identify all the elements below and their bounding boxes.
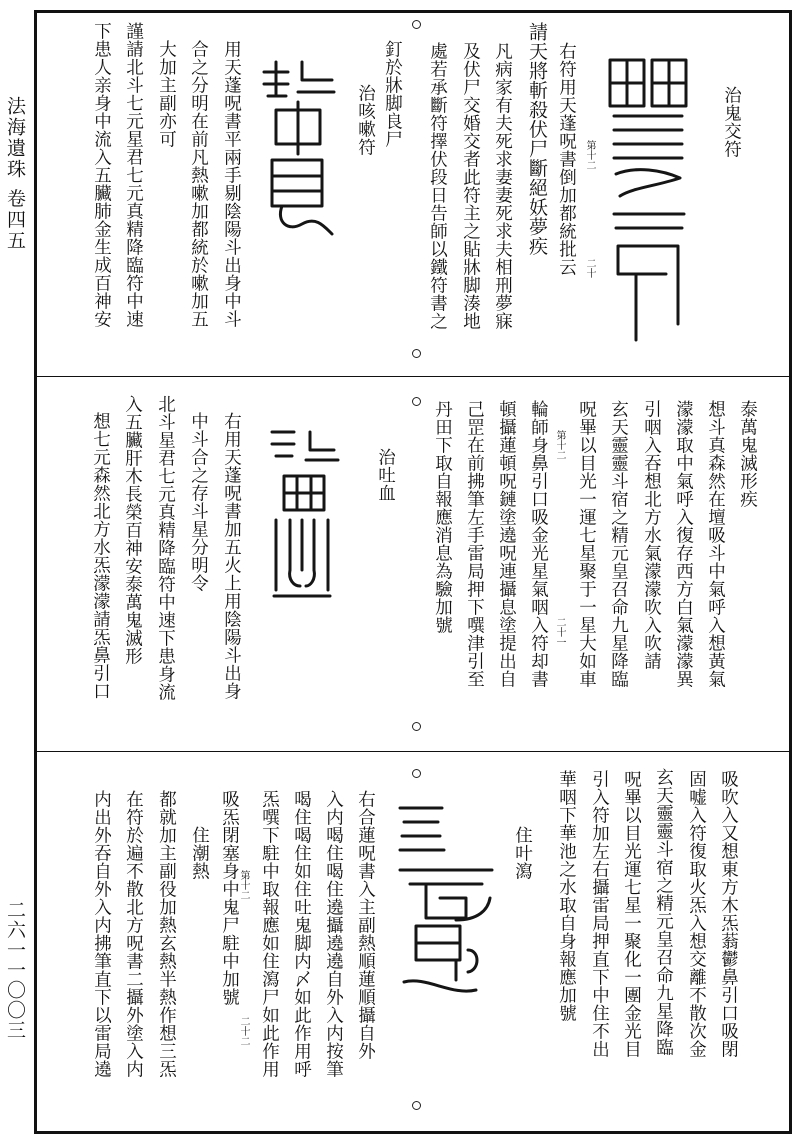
text-column: 輪師身鼻引口吸金光星氣咽入符却書 bbox=[528, 400, 549, 688]
text-column: 濛濛取中氣呼入復存西方白氣濛濛異 bbox=[673, 400, 694, 688]
section-number: 第十二 bbox=[238, 870, 249, 900]
binding-hole bbox=[412, 349, 421, 358]
text-column: 右合蓮呪書入主副熱順蓮順攝自外 bbox=[355, 790, 376, 1060]
book-title: 法海遺珠 卷四五 bbox=[4, 96, 26, 252]
text-column: 炁噀下駐中取報應如住瀉尸如此作用 bbox=[259, 790, 280, 1078]
heading-ghost-talisman: 治鬼交符 bbox=[721, 86, 742, 158]
text-column: 想斗真森然在壇吸斗中氣呼入想黃氣 bbox=[705, 400, 726, 688]
section-number: 第十二 bbox=[554, 430, 565, 460]
binding-hole bbox=[412, 20, 421, 29]
text-column: 玄天靈靈斗宿之精元皇召命九星降臨 bbox=[653, 768, 674, 1056]
text-column: 己罡在前拂筆左手雷局押下噀津引至 bbox=[464, 400, 485, 688]
binding-hole bbox=[412, 1101, 421, 1110]
ghost-talisman-image bbox=[606, 54, 690, 344]
text-column: 凡病家有夫死求妻妻死求夫相刑夢寐 bbox=[492, 42, 513, 330]
text-column: 在符於遍不散北方呪書二攝外塗入内 bbox=[123, 790, 144, 1078]
text-column: 釘於牀脚良尸 bbox=[382, 40, 403, 148]
cough-talisman-image bbox=[258, 56, 338, 236]
binding-hole bbox=[412, 722, 421, 731]
diarrhea-talisman-image bbox=[396, 800, 496, 1010]
binding-hole bbox=[412, 769, 421, 778]
heading-stop-diarrhea: 住叶瀉 bbox=[512, 826, 533, 880]
text-column: 華咽下華池之水取自身報應加號 bbox=[556, 770, 577, 1022]
text-column: 處若承斷符擇伏段日告師以鐵符書之 bbox=[427, 42, 448, 330]
text-column: 謹請北斗七元星君七元真精降臨符中速 bbox=[123, 22, 144, 328]
text-column: 及伏尸交婚交者此符主之貼牀脚湊地 bbox=[460, 42, 481, 330]
text-column: 入五臟肝木長榮百神安泰萬鬼滅形 bbox=[122, 395, 143, 665]
text-column: 丹田下取自報應消息為驗加號 bbox=[432, 400, 453, 634]
text-column: 下患人亲身中流入五臟肺金生成百神安 bbox=[91, 22, 112, 328]
text-column: 引入符加左右攝雷局押直下中住不出 bbox=[589, 770, 610, 1058]
text-column: 玄天靈靈斗宿之精元皇召命九星降臨 bbox=[608, 400, 629, 688]
heading-cough-talisman: 治咳嗽符 bbox=[355, 84, 376, 156]
text-column: 右用天蓬呪書加五火上用陰陽斗出身 bbox=[221, 412, 242, 700]
text-column: 北斗星君七元真精降臨符中速下患身流 bbox=[155, 395, 176, 701]
section-number: 二十 bbox=[584, 258, 595, 278]
text-column: 右符用天蓬呪書倒加都統批云 bbox=[556, 42, 577, 276]
text-column: 都就加主副役加熱玄熱半熱作想三炁 bbox=[156, 790, 177, 1078]
divider-bottom bbox=[34, 751, 792, 752]
text-column: 頓攝蓮頓呪鏈塗遶呪連攝息塗提出自 bbox=[496, 400, 517, 688]
heading-stop-fever: 住潮熱 bbox=[189, 826, 210, 880]
text-column: 引咽入吞想北方水氣濛濛吹入吹請 bbox=[641, 400, 662, 670]
section-number: 第十二 bbox=[584, 140, 595, 170]
page-number: 二六一一〇〇三 bbox=[4, 900, 26, 1040]
text-column: 用天蓬呪書平兩手剔陰陽斗出身中斗 bbox=[221, 40, 242, 328]
text-column: 吸吹入又想東方木炁蓊鬱鼻引口吸閉 bbox=[718, 770, 739, 1058]
section-number: 二十二 bbox=[238, 1016, 249, 1046]
vomit-blood-talisman-image bbox=[264, 420, 340, 610]
text-column: 吸炁閉塞身中鬼尸駐中加號 bbox=[219, 790, 240, 1006]
text-column: 入内喝住喝住遶攝遶遶自外入内按筆 bbox=[323, 790, 344, 1078]
divider-top bbox=[34, 376, 792, 377]
text-column: 固嘘入符復取火炁入想交離不散次金 bbox=[686, 770, 707, 1058]
text-column: 想七元森然北方水炁濛濛請炁鼻引口 bbox=[90, 412, 111, 700]
heading-vomit-blood: 治吐血 bbox=[375, 448, 396, 502]
text-column: 内出外吞自外入内拂筆直下以雷局遶 bbox=[91, 790, 112, 1078]
binding-hole bbox=[412, 397, 421, 406]
text-column: 中斗合之存斗星分明令 bbox=[188, 412, 209, 592]
heading-column: 泰萬鬼滅形疾 bbox=[737, 400, 758, 508]
text-column: 呪畢以目光一運七星聚于一星大如車 bbox=[576, 400, 597, 688]
section-number: 二十一 bbox=[554, 617, 565, 647]
text-column: 喝住喝住如住吐鬼脚内〆如此作用呼 bbox=[291, 790, 312, 1078]
text-column: 請天將斬殺伏尸斷絕妖夢疾 bbox=[526, 22, 548, 256]
text-column: 呪畢以目光運七星一聚化一團金光目 bbox=[621, 770, 642, 1058]
text-column: 合之分明在前凡熱嗽加都統於嗽加五 bbox=[188, 40, 209, 328]
text-column: 大加主副亦可 bbox=[156, 40, 177, 148]
